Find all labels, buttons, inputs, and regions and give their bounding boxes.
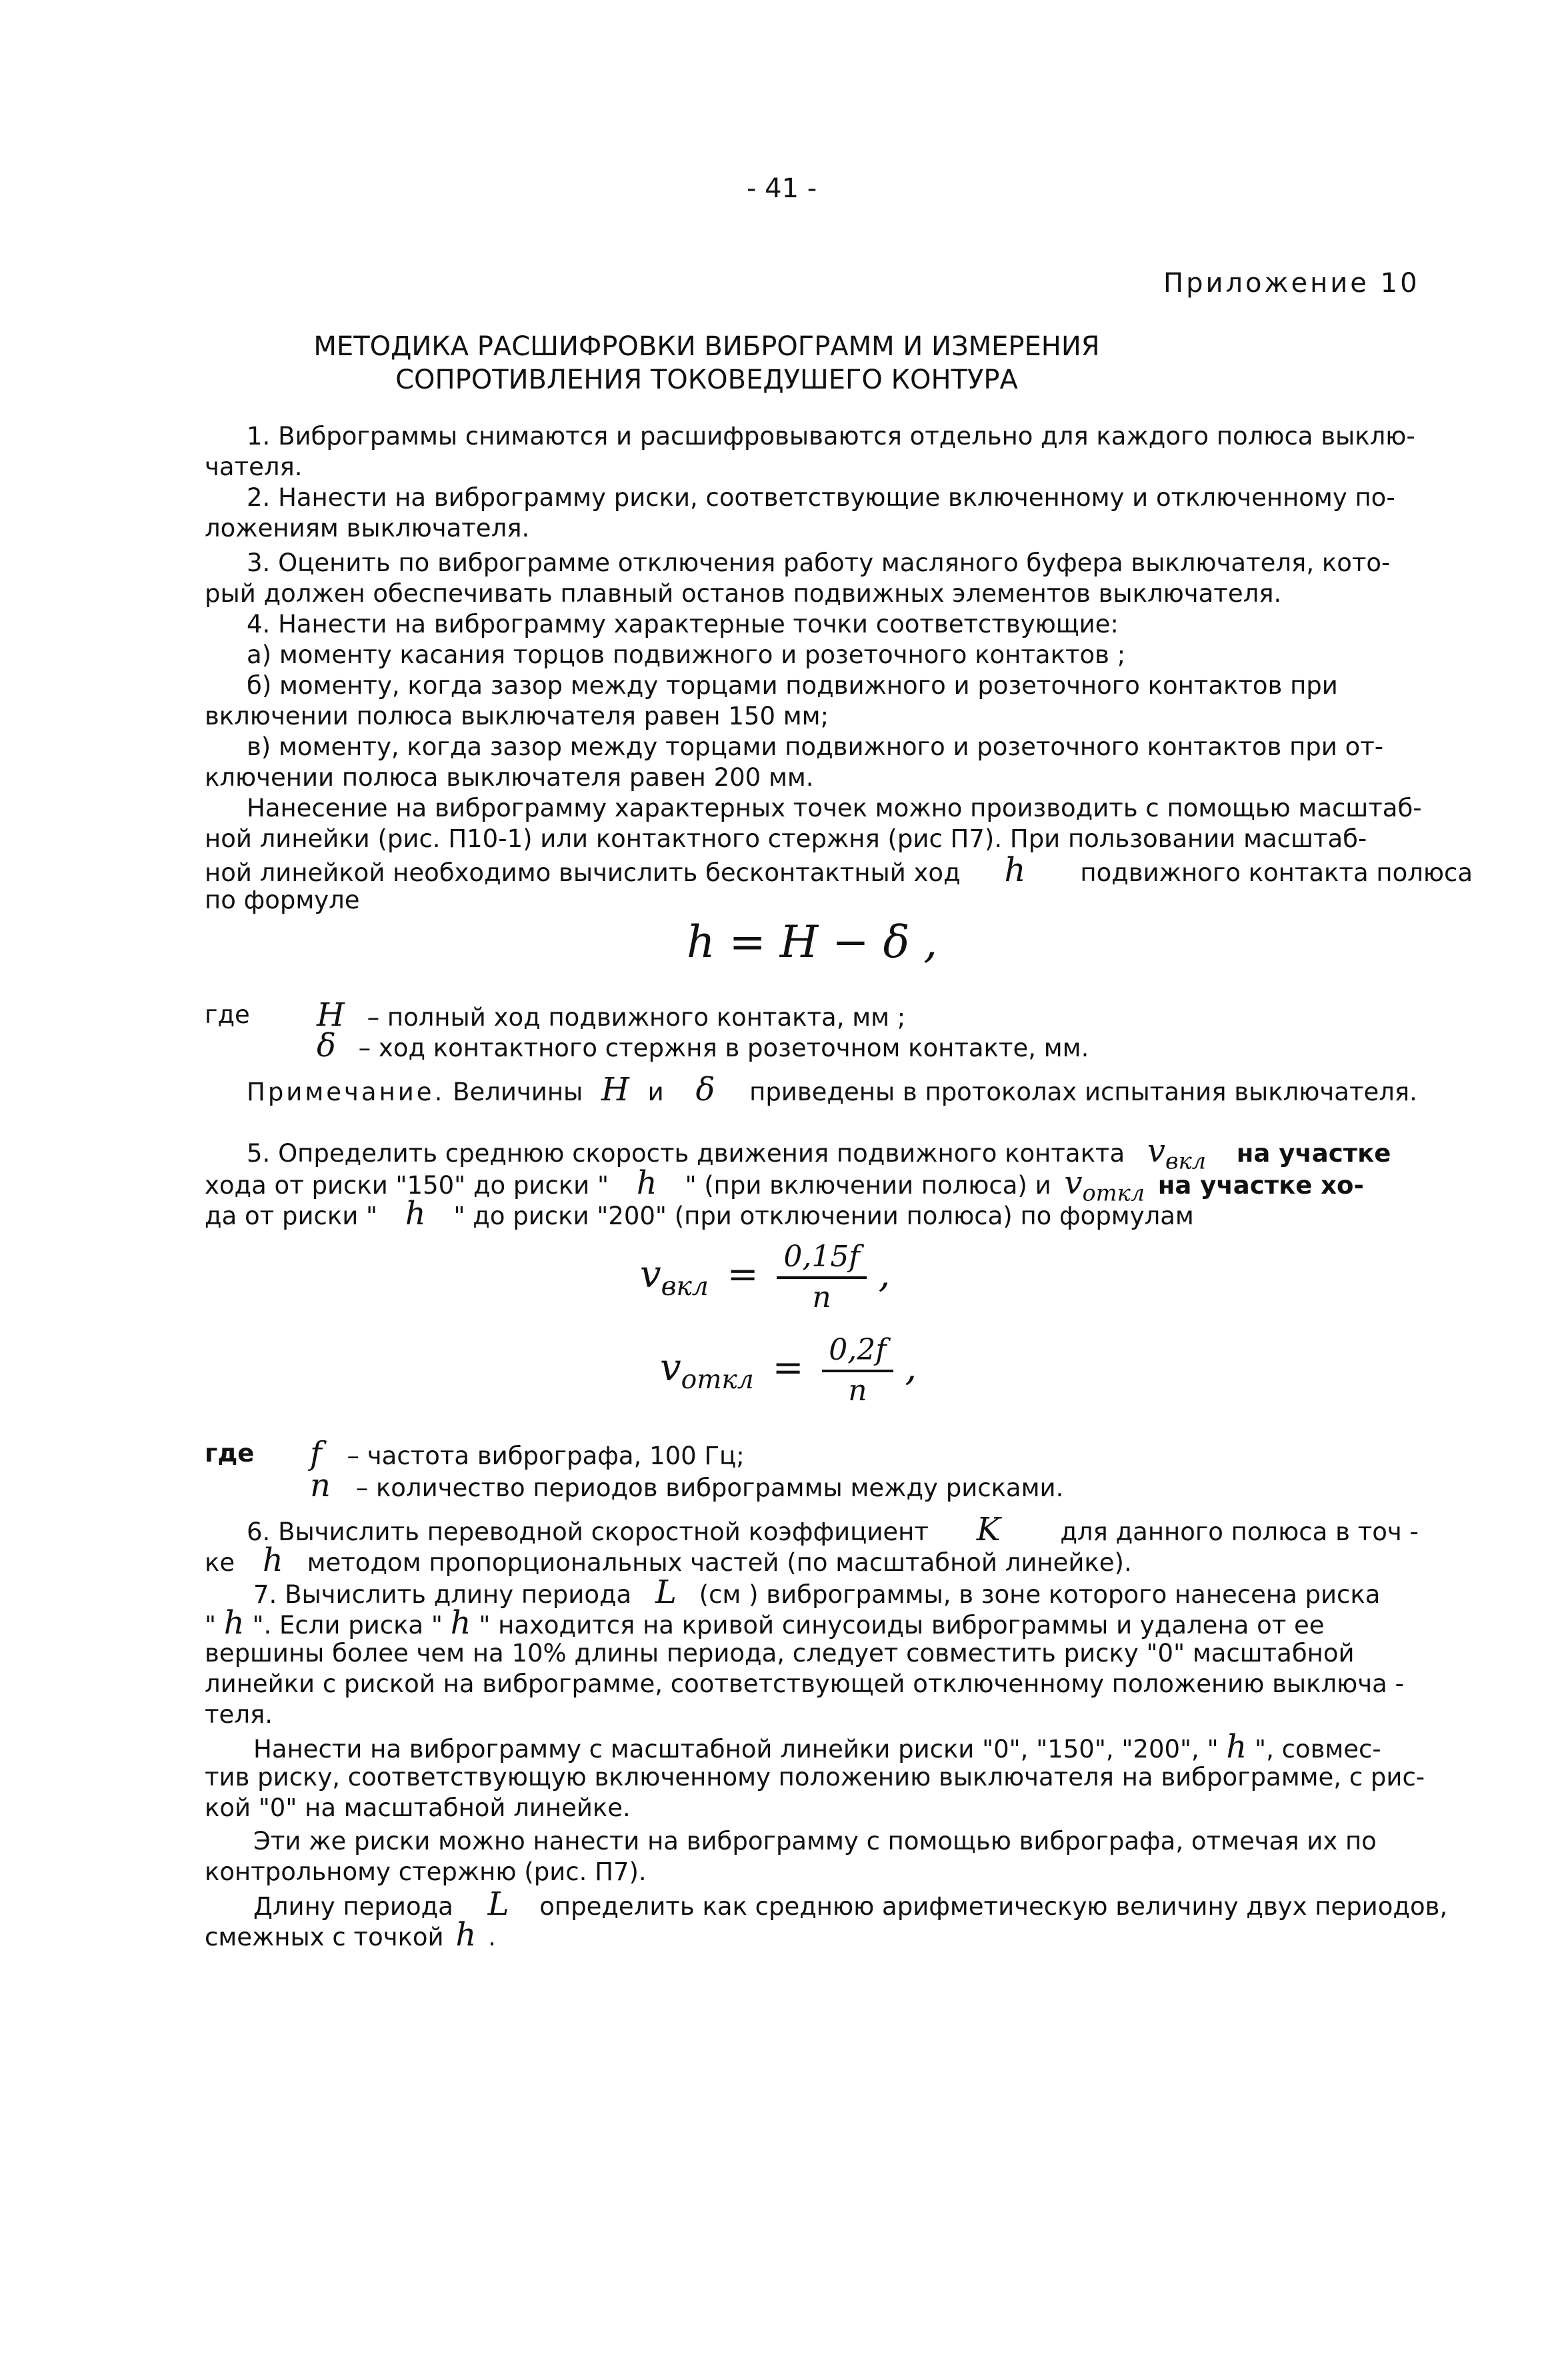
formula-v-on-eq: =: [727, 1252, 759, 1296]
paragraph-5-line-3: [205, 1195, 1194, 1232]
note-and: и: [647, 1078, 664, 1106]
symbol-delta: δ: [317, 1027, 336, 1064]
paragraph-3-line-1: 3. Оценить по виброграмме отключения работу масляного буфера выключателя, кото-: [247, 549, 1391, 577]
symbol-v-off: $v_{откл}$: [1064, 1164, 1145, 1206]
paragraph-2-line-1: 2. Нанести на виброграмму риски, соответствующие включенному и отключенному по-: [247, 483, 1395, 512]
paragraph-7-line-2-end: " находится на кривой синусоиды виброграммы и удалена от ее: [479, 1611, 1325, 1640]
definition-H: – полный ход подвижного контакта, мм ;: [367, 1003, 906, 1032]
paragraph-6-line-2-end: методом пропорциональных частей (по масштабной линейке).: [307, 1548, 1132, 1577]
paragraph-10-line-1-end: определить как среднюю арифметическую величину двух периодов,: [539, 1892, 1448, 1921]
where-H-line: [317, 996, 906, 1034]
paragraph-8-line-1-end: ", совмес-: [1255, 1735, 1381, 1764]
formula-v-off-fraction: [822, 1333, 893, 1408]
definition-f: – частота вибрографа, 100 Гц;: [347, 1442, 745, 1470]
where-label-2: где: [205, 1439, 255, 1468]
document-title: [240, 330, 1173, 397]
paragraph-1-line-1: 1. Виброграммы снимаются и расшифровываются отдельно для каждого полюса выклю-: [247, 422, 1415, 451]
paragraph-10-line-2-end: .: [488, 1923, 496, 1951]
paragraph-4-item-b-line-1: б) моменту, когда зазор между торцами подвижного и розеточного контактов при: [247, 671, 1338, 700]
symbol-h-inline: h: [1004, 850, 1026, 889]
formula-v-on: [640, 1240, 890, 1314]
symbol-H: H: [317, 996, 345, 1034]
paragraph-7-line-2-mid: ". Если риска ": [252, 1611, 443, 1640]
scale-paragraph-line-3-end: подвижного контакта полюса: [1080, 858, 1473, 887]
where-n-line: [310, 1467, 1064, 1504]
symbol-n: n: [310, 1467, 331, 1504]
paragraph-4-item-c-line-2: ключении полюса выключателя равен 200 мм.: [205, 763, 814, 792]
note-text-a: Величины: [453, 1078, 583, 1106]
paragraph-5-line-1-end: на участке: [1236, 1139, 1391, 1168]
paragraph-6-line-2-start: ке: [205, 1548, 235, 1577]
paragraph-7-line-1: [253, 1574, 1381, 1611]
formula-v-off: [660, 1333, 917, 1408]
symbol-h-p7-2: h: [450, 1604, 471, 1642]
scale-paragraph-line-3-start: ной линейкой необходимо вычислить бесконтактный ход: [205, 858, 961, 887]
symbol-L: L: [655, 1574, 677, 1611]
paragraph-5-line-2-end: на участке хо-: [1157, 1171, 1364, 1200]
paragraph-4-item-a: а) моменту касания торцов подвижного и розеточного контактов ;: [247, 640, 1126, 669]
paragraph-4-line-1: 4. Нанести на виброграмму характерные точки соответствующие:: [247, 610, 1119, 638]
note-label: Примечание.: [247, 1078, 445, 1106]
paragraph-4-item-c-line-1: в) моменту, когда зазор между торцами подвижного и розеточного контактов при от-: [247, 732, 1384, 761]
paragraph-8-line-3: кой "0" на масштабной линейке.: [205, 1793, 631, 1822]
where-label-1: где: [205, 1000, 250, 1029]
paragraph-7-line-2: [205, 1604, 1325, 1642]
paragraph-1-line-2: чателя.: [205, 453, 303, 481]
paragraph-2-line-2: ложениям выключателя.: [205, 514, 530, 543]
definition-n: – количество периодов виброграммы между рисками.: [355, 1474, 1064, 1502]
paragraph-5-line-3-start: да от риски ": [205, 1202, 378, 1230]
title-line-1: МЕТОДИКА РАСШИФРОВКИ ВИБРОГРАММ И ИЗМЕРЕНИЯ: [313, 331, 1100, 362]
formula-v-off-comma: ,: [905, 1346, 917, 1390]
title-line-2: СОПРОТИВЛЕНИЯ ТОКОВЕДУШЕГО КОНТУРА: [395, 365, 1018, 395]
paragraph-7-line-3: вершины более чем на 10% длины периода, следует совместить риску "0" масштабной: [205, 1639, 1355, 1668]
formula-v-on-numerator: 0,15f: [777, 1240, 866, 1279]
scale-paragraph-line-4: по формуле: [205, 886, 360, 914]
symbol-h-p7: h: [223, 1604, 245, 1642]
paragraph-6-line-1-start: 6. Вычислить переводной скоростной коэффициент: [247, 1518, 929, 1546]
formula-h: h = H − δ ,: [687, 916, 938, 968]
symbol-L-p10: L: [487, 1885, 509, 1923]
symbol-K: K: [976, 1511, 1001, 1548]
scale-paragraph-line-1: Нанесение на виброграмму характерных точек можно производить с помощью масштаб-: [247, 794, 1422, 822]
formula-v-on-fraction: [777, 1240, 866, 1314]
scale-paragraph-line-3: [205, 850, 1473, 889]
paragraph-5-line-3-end: " до риски "200" (при отключении полюса) по формулам: [453, 1202, 1194, 1230]
paragraph-7-quote-open: ": [205, 1611, 217, 1640]
paragraph-3-line-2: рый должен обеспечивать плавный останов подвижных элементов выключателя.: [205, 579, 1282, 608]
paragraph-10-line-1-start: Длину периода: [253, 1892, 453, 1921]
paragraph-7-line-5: теля.: [205, 1700, 273, 1729]
paragraph-7-line-1-start: 7. Вычислить длину периода: [253, 1580, 632, 1609]
symbol-h-p5-2: h: [405, 1195, 426, 1232]
paragraph-5-line-2-start: хода от риски "150" до риски ": [205, 1171, 609, 1200]
formula-v-off-denominator: n: [848, 1374, 867, 1408]
formula-v-on-comma: ,: [878, 1252, 891, 1296]
paragraph-6-line-1-end: для данного полюса в точ -: [1060, 1518, 1419, 1546]
formula-v-off-numerator: 0,2f: [822, 1333, 893, 1372]
symbol-h-p8: h: [1226, 1728, 1247, 1766]
paragraph-7-line-4: линейки с риской на виброграмме, соответствующей отключенному положению выключа -: [205, 1670, 1404, 1698]
scale-paragraph-line-2: ной линейки (рис. П10-1) или контактного стержня (рис П7). При пользовании масштаб-: [205, 824, 1367, 853]
where-delta-line: [317, 1027, 1089, 1064]
formula-v-on-lhs: $v_{вкл}$: [640, 1252, 709, 1302]
paragraph-6-line-1: [247, 1511, 1419, 1548]
formula-v-on-denominator: n: [812, 1280, 831, 1314]
symbol-v-on: $v_{вкл}$: [1147, 1132, 1207, 1174]
paragraph-8-line-2: тив риску, соответствующую включенному положению выключателя на виброграмме, с рис-: [205, 1763, 1425, 1791]
page-number: - 41 -: [747, 173, 817, 204]
paragraph-9-line-2: контрольному стержню (рис. П7).: [205, 1857, 647, 1886]
paragraph-10-line-2: [205, 1916, 496, 1953]
formula-v-off-eq: =: [772, 1346, 804, 1390]
note: [247, 1071, 1417, 1108]
note-symbol-H: H: [601, 1071, 629, 1108]
paragraph-8-line-1: [253, 1728, 1381, 1766]
where-f-line: [310, 1435, 745, 1472]
paragraph-5-line-2-mid: " (при включении полюса) и: [685, 1171, 1051, 1200]
paragraph-7-line-1-end: (см ) виброграммы, в зоне которого нанесена риска: [699, 1580, 1381, 1609]
paragraph-4-item-b-line-2: включении полюса выключателя равен 150 мм;: [205, 702, 829, 730]
note-symbol-delta: δ: [695, 1071, 715, 1108]
symbol-h-p6: h: [262, 1542, 283, 1579]
note-text-b: приведены в протоколах испытания выключателя.: [749, 1078, 1417, 1106]
symbol-h-p10: h: [455, 1916, 477, 1953]
symbol-f: f: [310, 1435, 322, 1472]
paragraph-10-line-1: [253, 1885, 1448, 1923]
paragraph-5-line-1-start: 5. Определить среднюю скорость движения подвижного контакта: [247, 1139, 1125, 1168]
definition-delta: – ход контактного стержня в розеточном контакте, мм.: [358, 1034, 1089, 1062]
paragraph-8-line-1-start: Нанести на виброграмму с масштабной линейки риски "0", "150", "200", ": [253, 1735, 1219, 1764]
appendix-label: Приложение 10: [1163, 268, 1420, 299]
formula-v-off-lhs: $v_{откл}$: [660, 1346, 754, 1395]
paragraph-9-line-1: Эти же риски можно нанести на виброграмму с помощью вибрографа, отмечая их по: [253, 1827, 1377, 1855]
symbol-h-p5: h: [636, 1164, 657, 1202]
paragraph-10-line-2-start: смежных с точкой: [205, 1923, 444, 1951]
